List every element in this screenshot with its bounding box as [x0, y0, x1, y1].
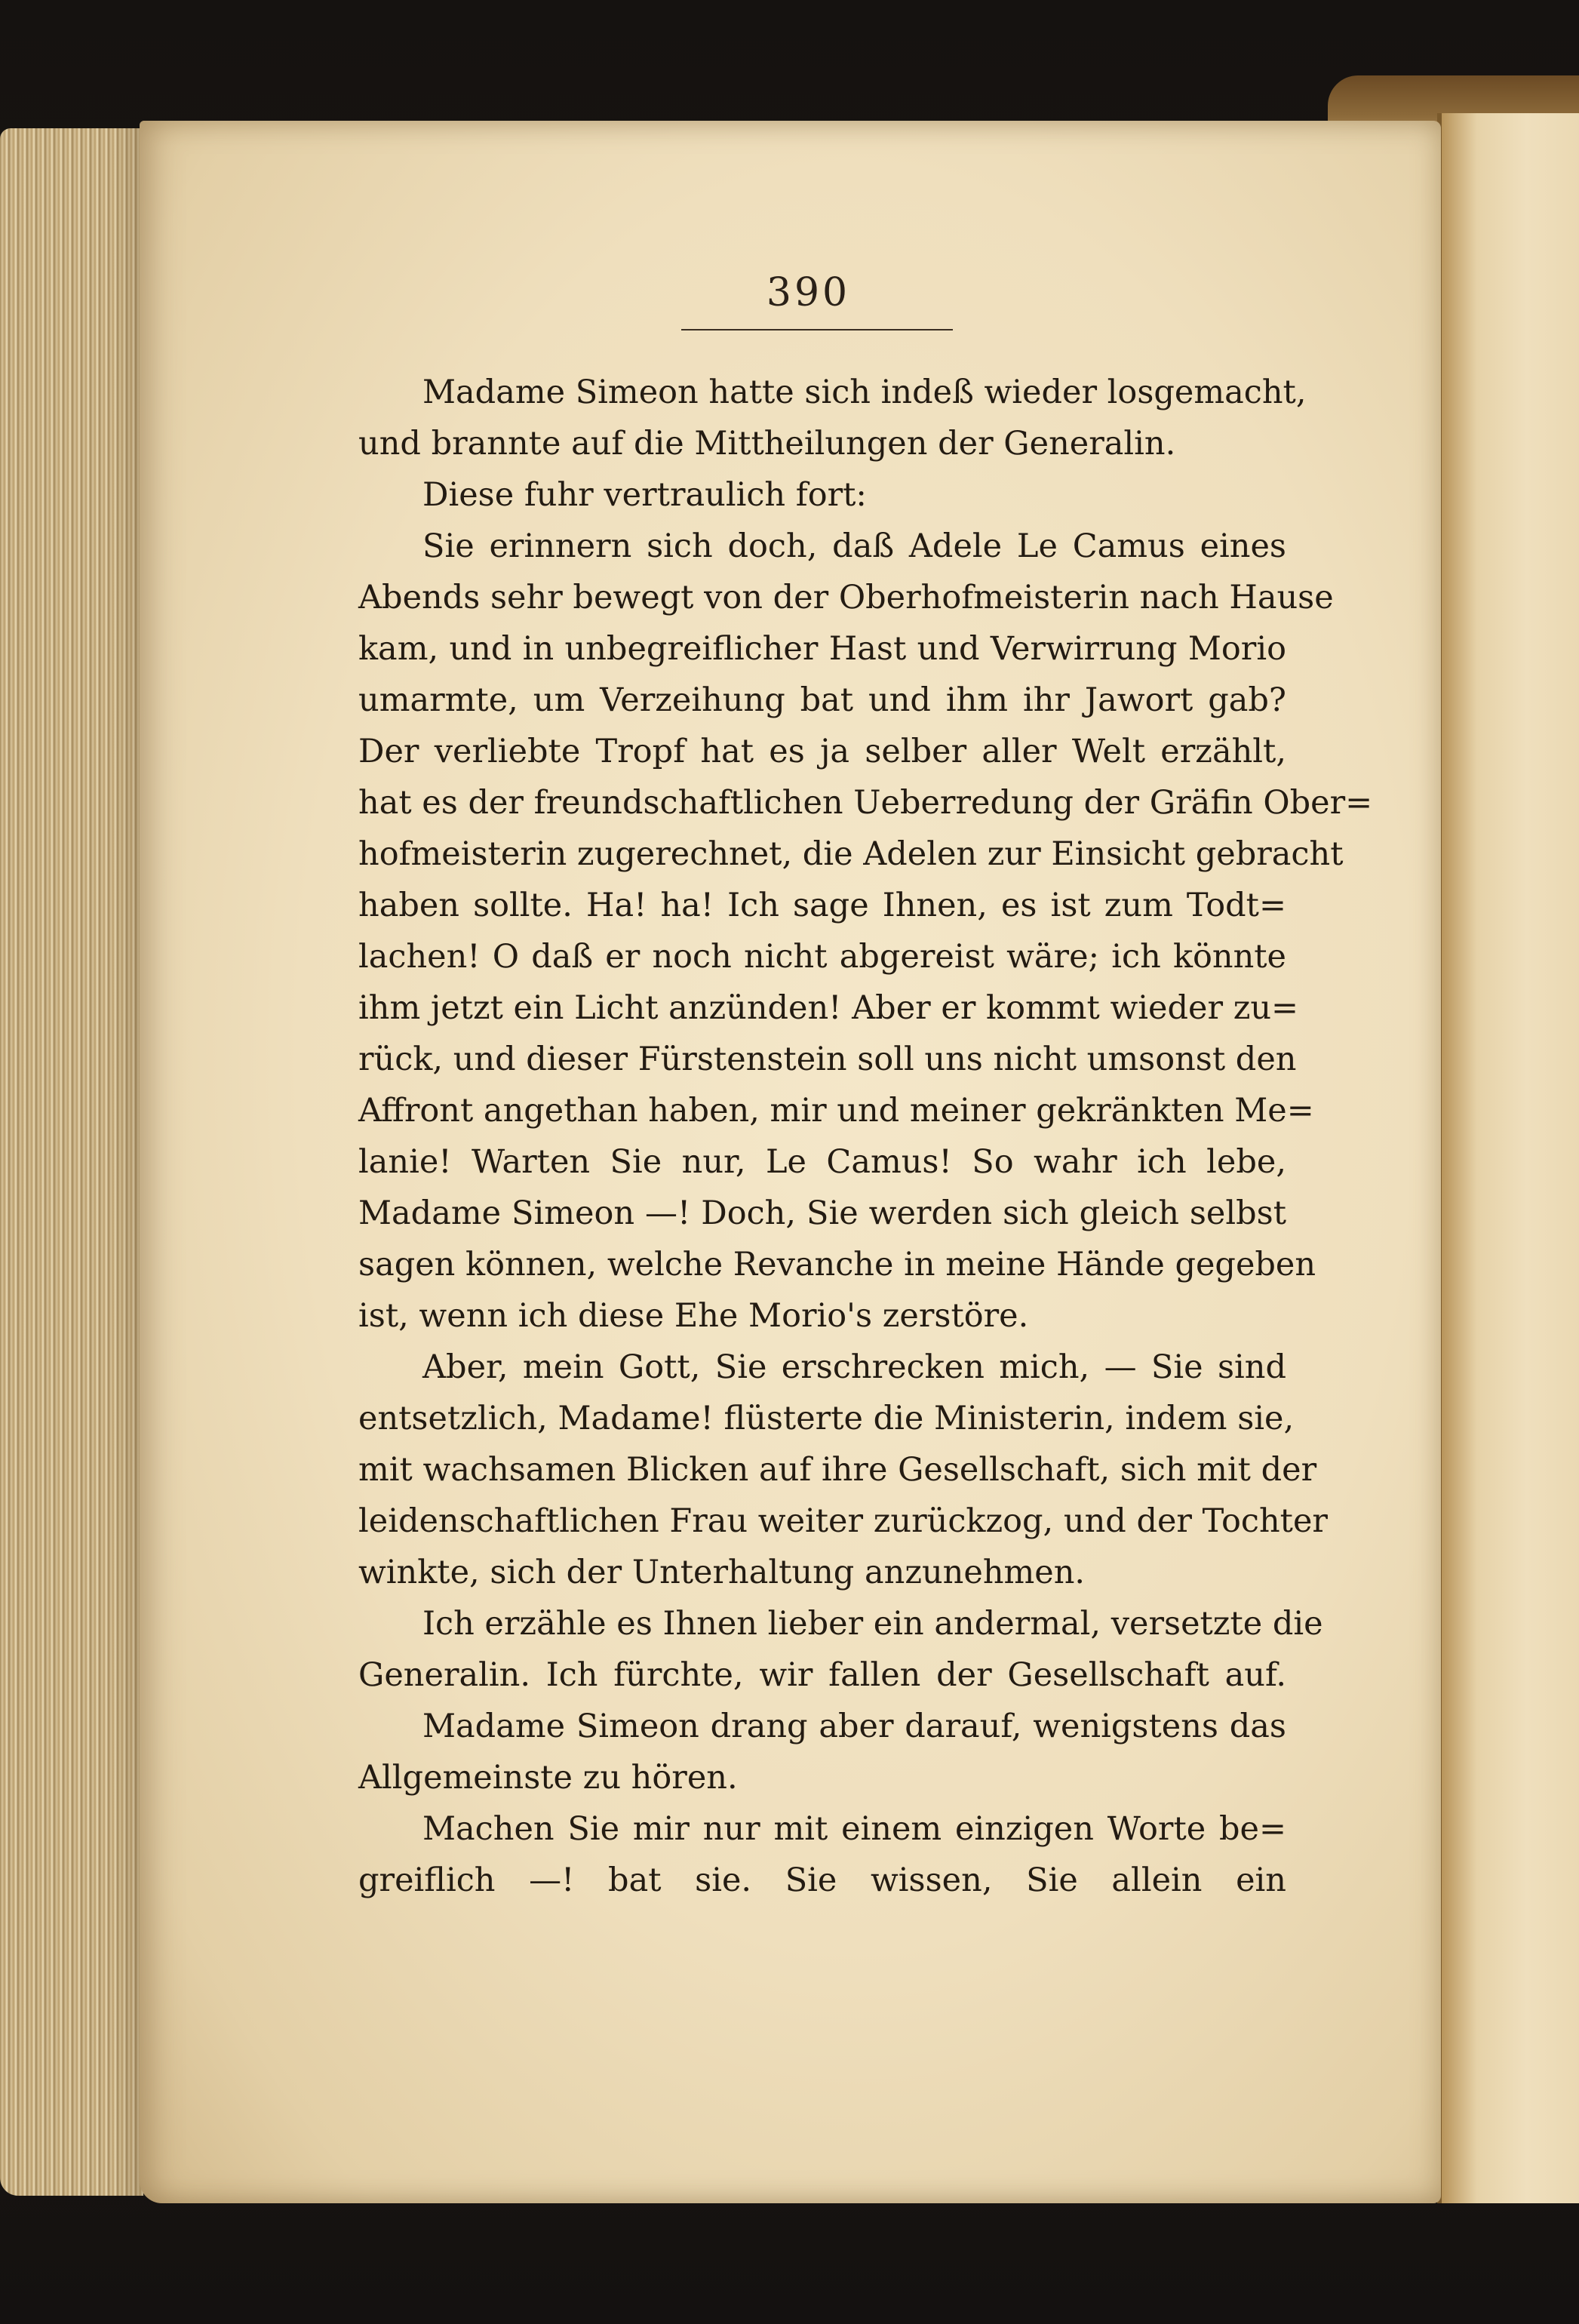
text-line: hat es der freundschaftlichen Ueberredung der Gräfin Ober=: [358, 784, 1373, 822]
text-line: und brannte auf die Mittheilungen der Generalin.: [358, 425, 1176, 463]
text-line: ist, wenn ich diese Ehe Morio's zerstöre.: [358, 1297, 1029, 1335]
text-line: lachen! O daß er noch nicht abgereist wäre; ich könnte: [358, 938, 1286, 976]
body-text: [358, 367, 1373, 1906]
text-line: Der verliebte Tropf hat es ja selber aller Welt erzählt,: [358, 733, 1286, 770]
text-line: Madame Simeon hatte sich indeß wieder losgemacht,: [422, 374, 1307, 411]
text-line: winkte, sich der Unterhaltung anzunehmen.: [358, 1554, 1086, 1591]
text-line: Affront angethan haben, mir und meiner gekränkten Me=: [358, 1092, 1314, 1130]
text-line: Allgemeinste zu hören.: [358, 1759, 738, 1797]
text-line: lanie! Warten Sie nur, Le Camus! So wahr ich lebe,: [358, 1143, 1286, 1181]
text-line: Aber, mein Gott, Sie erschrecken mich, — Sie sind: [422, 1348, 1286, 1386]
text-line: Madame Simeon drang aber darauf, wenigstens das: [422, 1708, 1286, 1745]
text-line: Diese fuhr vertraulich fort:: [422, 476, 867, 514]
text-line: hofmeisterin zugerechnet, die Adelen zur Einsicht gebracht: [358, 835, 1344, 873]
text-line: ihm jetzt ein Licht anzünden! Aber er kommt wieder zu=: [358, 989, 1299, 1027]
text-line: Sie erinnern sich doch, daß Adele Le Camus eines: [422, 527, 1286, 565]
text-line: Generalin. Ich fürchte, wir fallen der Gesellschaft auf.: [358, 1656, 1286, 1694]
text-line: mit wachsamen Blicken auf ihre Gesellschaft, sich mit der: [358, 1451, 1317, 1489]
text-line: greiflich —! bat sie. Sie wissen, Sie allein ein: [358, 1861, 1286, 1899]
text-line: rück, und dieser Fürstenstein soll uns nicht umsonst den: [358, 1041, 1297, 1078]
text-line: Machen Sie mir nur mit einem einzigen Worte be=: [422, 1810, 1286, 1848]
text-line: umarmte, um Verzeihung bat und ihm ihr Jawort gab?: [358, 681, 1286, 719]
text-line: entsetzlich, Madame! flüsterte die Ministerin, indem sie,: [358, 1400, 1295, 1437]
text-line: Ich erzähle es Ihnen lieber ein andermal, versetzte die: [422, 1605, 1323, 1643]
text-line: sagen können, welche Revanche in meine Hände gegeben: [358, 1246, 1316, 1283]
facing-page-edge: [1437, 113, 1579, 2203]
header-rule: [681, 329, 953, 330]
text-line: kam, und in unbegreiflicher Hast und Verwirrung Morio: [358, 630, 1286, 668]
text-line: leidenschaftlichen Frau weiter zurückzog, und der Tochter: [358, 1502, 1328, 1540]
page-number: 390: [766, 270, 851, 315]
text-line: Abends sehr bewegt von der Oberhofmeisterin nach Hause: [358, 579, 1334, 616]
text-line: haben sollte. Ha! ha! Ich sage Ihnen, es ist zum Todt=: [358, 887, 1286, 924]
text-line: Madame Simeon —! Doch, Sie werden sich gleich selbst: [358, 1194, 1286, 1232]
